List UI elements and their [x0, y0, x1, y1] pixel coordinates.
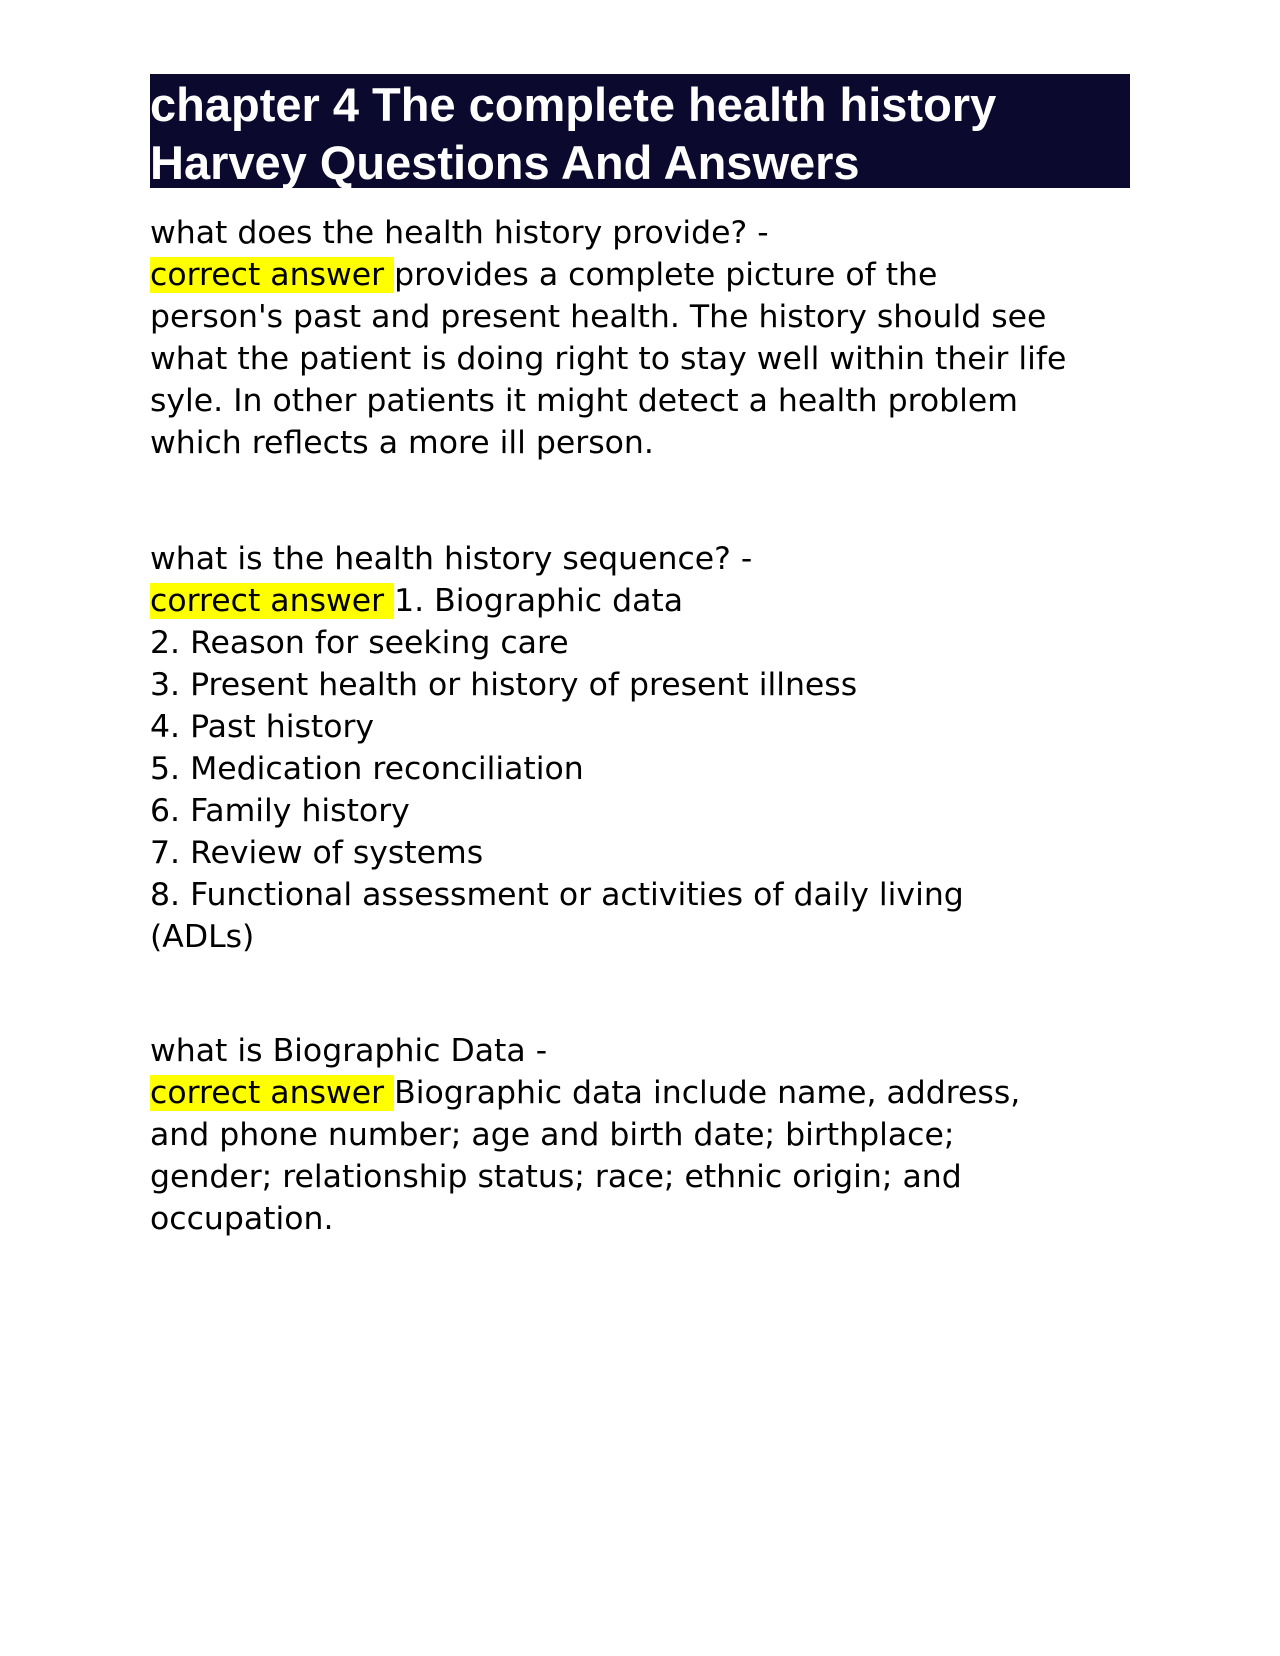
list-item-continuation: (ADLs) [150, 919, 255, 955]
answer-text: and phone number; age and birth date; birthplace; [150, 1117, 955, 1153]
list-item: 3. Present health or history of present illness [150, 667, 858, 703]
list-item: 6. Family history [150, 793, 410, 829]
list-item: 2. Reason for seeking care [150, 625, 569, 661]
list-item: 7. Review of systems [150, 835, 484, 871]
answer-first-line [150, 1072, 1130, 1114]
answer-text: gender; relationship status; race; ethnic origin; and [150, 1159, 962, 1195]
qa-block-2 [150, 538, 1130, 958]
qa-block-3 [150, 1030, 1130, 1240]
question-text: what is Biographic Data - [150, 1033, 548, 1069]
list-item: 1. Biographic data [394, 583, 684, 619]
answer-text: Biographic data include name, address, [394, 1075, 1021, 1111]
qa-block-1 [150, 212, 1130, 464]
answer-text: syle. In other patients it might detect a health problem [150, 383, 1018, 419]
list-item: 8. Functional assessment or activities of daily living [150, 877, 964, 913]
answer-text: person's past and present health. The history should see [150, 299, 1047, 335]
document-page [150, 74, 1130, 1240]
list-item: 4. Past history [150, 709, 375, 745]
correct-answer-highlight: correct answer [150, 1075, 395, 1111]
answer-text: occupation. [150, 1201, 334, 1237]
title-line-1: chapter 4 The complete health history [150, 78, 997, 131]
list-item: 5. Medication reconciliation [150, 751, 584, 787]
answer-first-line [150, 254, 1130, 296]
page-title [150, 74, 1130, 188]
answer-text: which reflects a more ill person. [150, 425, 654, 461]
title-line-2: Harvey Questions And Answers [150, 136, 860, 189]
question-text: what does the health history provide? - [150, 215, 769, 251]
answer-first-line [150, 580, 1130, 622]
correct-answer-highlight: correct answer [150, 583, 395, 619]
question-text: what is the health history sequence? - [150, 541, 753, 577]
correct-answer-highlight: correct answer [150, 257, 395, 293]
answer-text: provides a complete picture of the [394, 257, 938, 293]
answer-text: what the patient is doing right to stay well within their life [150, 341, 1067, 377]
